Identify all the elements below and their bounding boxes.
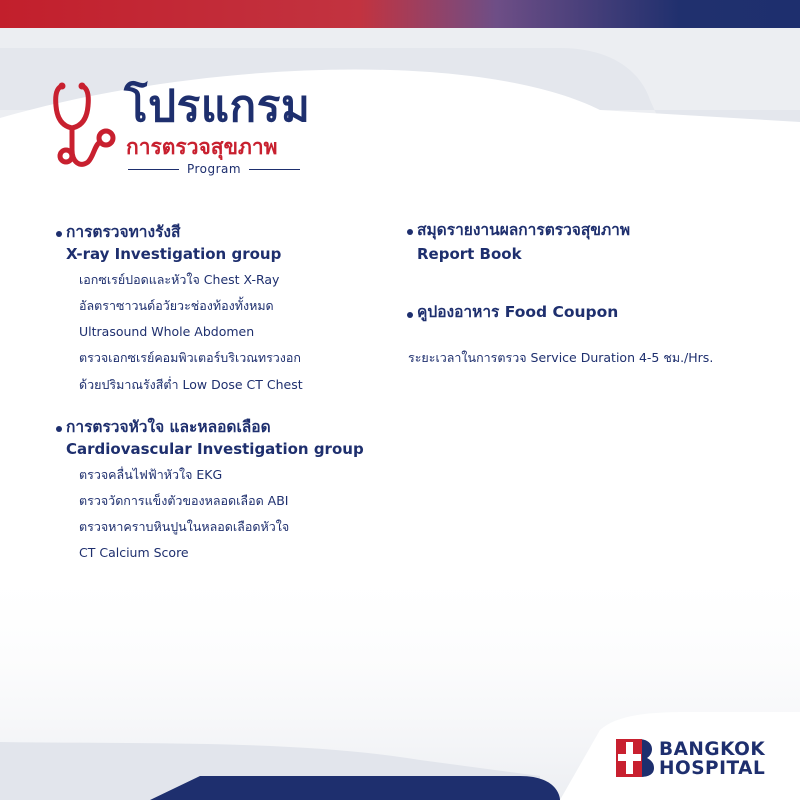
bangkok-hospital-logo-icon: [616, 739, 654, 777]
section-heading: คูปองอาหาร Food Coupon: [417, 303, 619, 321]
divider-right: [249, 169, 300, 170]
title-line2: การตรวจสุขภาพ: [126, 135, 278, 159]
program-text: Program: [186, 162, 242, 176]
section-heading-th: การตรวจหัวใจ และหลอดเลือด: [66, 418, 271, 436]
section-heading-th: สมุดรายงานผลการตรวจสุขภาพ: [417, 221, 631, 239]
list-item: ด้วยปริมาณรังสีต่ำ Low Dose CT Chest: [79, 377, 303, 392]
list-item: Ultrasound Whole Abdomen: [79, 324, 255, 339]
bullet-dot: [407, 312, 413, 318]
list-item: CT Calcium Score: [79, 545, 189, 560]
list-item: ตรวจเอกซเรย์คอมพิวเตอร์บริเวณทรวงอก: [79, 350, 301, 365]
bullet-dot: [56, 426, 62, 432]
bullet-dot: [407, 229, 413, 235]
section-heading-th: การตรวจทางรังสี: [66, 223, 181, 241]
bullet-dot: [56, 231, 62, 237]
title-line1: โปรแกรม: [124, 81, 311, 132]
stethoscope-icon: [52, 80, 122, 175]
section-heading-en: Cardiovascular Investigation group: [66, 440, 364, 458]
list-item: ตรวจวัดการแข็งตัวของหลอดเลือด ABI: [79, 493, 289, 508]
list-item: เอกซเรย์ปอดและหัวใจ Chest X-Ray: [79, 272, 280, 287]
program-label: [128, 160, 300, 178]
list-item: ตรวจหาคราบหินปูนในหลอดเลือดหัวใจ: [79, 519, 290, 534]
logo-line2: HOSPITAL: [659, 758, 766, 779]
list-item: อัลตราซาวนด์อวัยวะช่องท้องทั้งหมด: [79, 298, 274, 313]
service-duration: ระยะเวลาในการตรวจ Service Duration 4-5 ชม./Hrs.: [408, 350, 714, 365]
section-heading-en: Report Book: [417, 245, 522, 263]
divider-left: [128, 169, 179, 170]
list-item: ตรวจคลื่นไฟฟ้าหัวใจ EKG: [79, 467, 223, 482]
section-heading-en: X-ray Investigation group: [66, 245, 282, 263]
logo-line1: BANGKOK: [659, 739, 766, 760]
